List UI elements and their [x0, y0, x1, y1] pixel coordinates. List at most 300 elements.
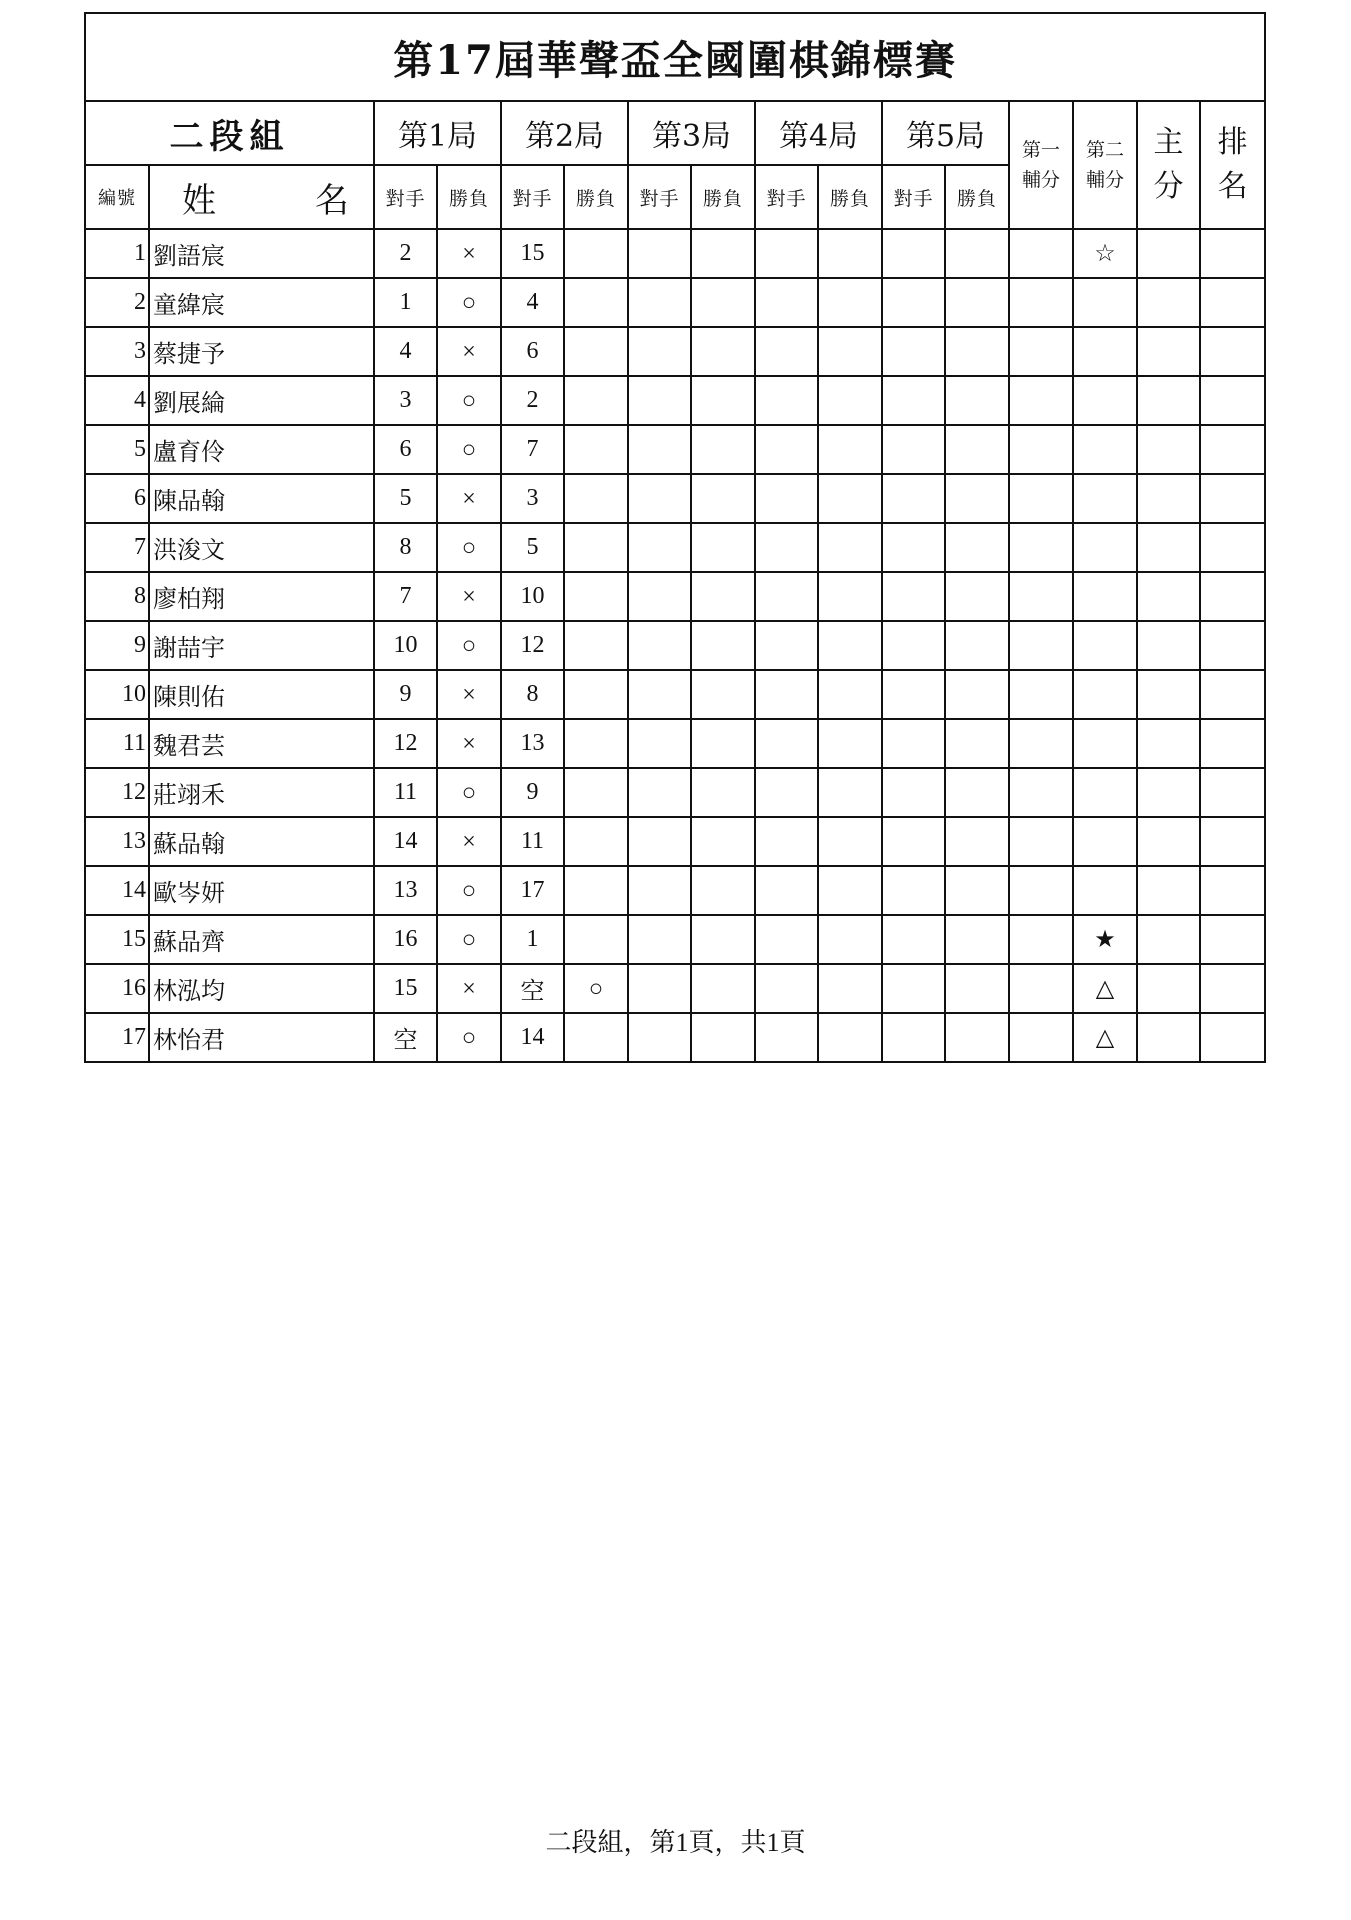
r3-result	[691, 229, 755, 278]
r4-result	[818, 915, 882, 964]
r1-result: ×	[437, 572, 501, 621]
r2-opponent: 4	[501, 278, 564, 327]
r2-opponent: 空	[501, 964, 564, 1013]
player-number: 7	[85, 523, 149, 572]
r2-opponent: 14	[501, 1013, 564, 1062]
player-name: 劉展綸	[149, 376, 374, 425]
rank	[1200, 1013, 1265, 1062]
r5-opponent	[882, 376, 945, 425]
table-row	[85, 866, 1265, 915]
r3-result	[691, 572, 755, 621]
main-score	[1137, 474, 1200, 523]
r1-opponent: 1	[374, 278, 437, 327]
table-row	[85, 523, 1265, 572]
r2-result	[564, 719, 628, 768]
rank	[1200, 572, 1265, 621]
r4-opponent	[755, 425, 818, 474]
r3-opponent	[628, 621, 691, 670]
aux1-header	[1009, 101, 1073, 229]
r1-result: ○	[437, 915, 501, 964]
r2-opponent: 10	[501, 572, 564, 621]
aux2-score	[1073, 719, 1137, 768]
r1-opponent: 5	[374, 474, 437, 523]
round-1-header: 第1局	[374, 101, 501, 165]
r2-opponent: 7	[501, 425, 564, 474]
r4-opponent	[755, 964, 818, 1013]
main-score	[1137, 621, 1200, 670]
aux2-score: △	[1073, 1013, 1137, 1062]
aux2-header	[1073, 101, 1137, 229]
r4-result	[818, 866, 882, 915]
r3-result	[691, 327, 755, 376]
rank	[1200, 719, 1265, 768]
r2-opponent: 6	[501, 327, 564, 376]
main-score	[1137, 670, 1200, 719]
r2-result	[564, 1013, 628, 1062]
r3-result	[691, 719, 755, 768]
r1-result: ○	[437, 621, 501, 670]
aux2-score: ★	[1073, 915, 1137, 964]
r4-result-header: 勝負	[818, 165, 882, 229]
r1-opponent: 3	[374, 376, 437, 425]
r2-opponent: 12	[501, 621, 564, 670]
r4-opponent	[755, 523, 818, 572]
aux1-score	[1009, 425, 1073, 474]
r4-result	[818, 621, 882, 670]
player-name: 童緯宸	[149, 278, 374, 327]
r4-result	[818, 523, 882, 572]
r3-result	[691, 523, 755, 572]
rank	[1200, 768, 1265, 817]
aux1-score	[1009, 523, 1073, 572]
table-row	[85, 768, 1265, 817]
player-number: 8	[85, 572, 149, 621]
player-name: 謝喆宇	[149, 621, 374, 670]
r1-result: ○	[437, 278, 501, 327]
main-score	[1137, 572, 1200, 621]
r5-opponent-header: 對手	[882, 165, 945, 229]
r3-result	[691, 915, 755, 964]
r1-opponent: 11	[374, 768, 437, 817]
round-5-header: 第5局	[882, 101, 1009, 165]
r2-opponent: 15	[501, 229, 564, 278]
r5-result	[945, 768, 1009, 817]
r1-result: ×	[437, 719, 501, 768]
r5-opponent	[882, 229, 945, 278]
r3-result	[691, 621, 755, 670]
aux1-score	[1009, 229, 1073, 278]
r5-result	[945, 278, 1009, 327]
player-name: 歐岑妍	[149, 866, 374, 915]
player-number: 17	[85, 1013, 149, 1062]
r5-result	[945, 229, 1009, 278]
table-row	[85, 915, 1265, 964]
r4-opponent	[755, 768, 818, 817]
player-name: 洪浚文	[149, 523, 374, 572]
r1-result: ○	[437, 376, 501, 425]
r5-result	[945, 621, 1009, 670]
r4-opponent	[755, 817, 818, 866]
main-score	[1137, 768, 1200, 817]
r5-result	[945, 1013, 1009, 1062]
name-header-part2: 名	[314, 180, 350, 221]
r1-opponent: 16	[374, 915, 437, 964]
main-score-header-line1: 主	[1153, 125, 1184, 160]
r5-opponent	[882, 866, 945, 915]
player-number: 2	[85, 278, 149, 327]
rank-header	[1200, 101, 1265, 229]
player-rows	[85, 229, 1265, 1062]
page-footer: 二段組，第1頁，共1頁	[545, 1828, 806, 1857]
player-name: 廖柏翔	[149, 572, 374, 621]
aux2-score	[1073, 670, 1137, 719]
main-score	[1137, 523, 1200, 572]
rank	[1200, 670, 1265, 719]
r2-result	[564, 229, 628, 278]
r2-opponent: 13	[501, 719, 564, 768]
aux1-score	[1009, 817, 1073, 866]
r2-result	[564, 376, 628, 425]
table-row	[85, 719, 1265, 768]
r5-opponent	[882, 670, 945, 719]
r1-opponent: 15	[374, 964, 437, 1013]
r1-opponent: 4	[374, 327, 437, 376]
r5-result	[945, 425, 1009, 474]
r1-opponent: 8	[374, 523, 437, 572]
r5-opponent	[882, 768, 945, 817]
r4-opponent	[755, 327, 818, 376]
r2-opponent: 8	[501, 670, 564, 719]
r3-result	[691, 817, 755, 866]
r4-result	[818, 1013, 882, 1062]
aux2-header-line2: 輔分	[1085, 169, 1124, 191]
r3-opponent	[628, 523, 691, 572]
r2-result	[564, 915, 628, 964]
r5-result	[945, 572, 1009, 621]
aux1-score	[1009, 768, 1073, 817]
main-score	[1137, 915, 1200, 964]
r3-result	[691, 1013, 755, 1062]
r3-opponent	[628, 817, 691, 866]
rank-header-line2: 名	[1217, 169, 1248, 204]
r4-result	[818, 229, 882, 278]
r1-opponent: 空	[374, 1013, 437, 1062]
player-number: 12	[85, 768, 149, 817]
r3-opponent	[628, 376, 691, 425]
r1-result: ×	[437, 229, 501, 278]
r1-opponent: 9	[374, 670, 437, 719]
r5-opponent	[882, 572, 945, 621]
table-row	[85, 278, 1265, 327]
r2-opponent-header: 對手	[501, 165, 564, 229]
player-name: 莊翊禾	[149, 768, 374, 817]
r3-opponent	[628, 866, 691, 915]
r2-result-header: 勝負	[564, 165, 628, 229]
player-name: 陳則佑	[149, 670, 374, 719]
r2-result	[564, 572, 628, 621]
main-score	[1137, 327, 1200, 376]
r1-opponent: 12	[374, 719, 437, 768]
rank-header-line1: 排	[1217, 125, 1248, 160]
r3-opponent	[628, 474, 691, 523]
rank	[1200, 621, 1265, 670]
r3-opponent	[628, 278, 691, 327]
r4-result	[818, 768, 882, 817]
r3-result	[691, 964, 755, 1013]
r1-result: ○	[437, 1013, 501, 1062]
r4-opponent	[755, 278, 818, 327]
aux2-score: ☆	[1073, 229, 1137, 278]
r1-result: ×	[437, 817, 501, 866]
results-table	[84, 12, 1266, 1063]
r5-opponent	[882, 964, 945, 1013]
player-number: 3	[85, 327, 149, 376]
r4-opponent	[755, 229, 818, 278]
r4-opponent-header: 對手	[755, 165, 818, 229]
aux1-header-line1: 第一	[1021, 139, 1060, 161]
player-number: 1	[85, 229, 149, 278]
rank	[1200, 327, 1265, 376]
rank	[1200, 278, 1265, 327]
aux2-score	[1073, 572, 1137, 621]
r1-result: ○	[437, 425, 501, 474]
player-name: 陳品翰	[149, 474, 374, 523]
r3-opponent	[628, 327, 691, 376]
r4-opponent	[755, 1013, 818, 1062]
r5-opponent	[882, 474, 945, 523]
table-row	[85, 474, 1265, 523]
table-row	[85, 1013, 1265, 1062]
r1-result: ×	[437, 670, 501, 719]
r4-result	[818, 572, 882, 621]
r5-result	[945, 523, 1009, 572]
r1-opponent: 10	[374, 621, 437, 670]
r3-opponent	[628, 1013, 691, 1062]
aux2-header-line1: 第二	[1085, 139, 1124, 161]
r5-result	[945, 964, 1009, 1013]
main-score	[1137, 425, 1200, 474]
r2-result: ○	[564, 964, 628, 1013]
rank	[1200, 425, 1265, 474]
r5-result	[945, 915, 1009, 964]
r5-opponent	[882, 1013, 945, 1062]
round-4-header: 第4局	[755, 101, 882, 165]
group-label: 二段組	[85, 101, 374, 165]
aux1-score	[1009, 327, 1073, 376]
r4-opponent	[755, 621, 818, 670]
r4-result	[818, 719, 882, 768]
r5-opponent	[882, 523, 945, 572]
r2-result	[564, 425, 628, 474]
r2-result	[564, 523, 628, 572]
aux2-score	[1073, 523, 1137, 572]
r2-result	[564, 817, 628, 866]
table-row	[85, 817, 1265, 866]
r2-result	[564, 768, 628, 817]
r2-opponent: 9	[501, 768, 564, 817]
r4-result	[818, 964, 882, 1013]
r2-result	[564, 670, 628, 719]
r3-opponent	[628, 670, 691, 719]
r3-result	[691, 866, 755, 915]
aux1-score	[1009, 915, 1073, 964]
table-row	[85, 964, 1265, 1013]
r2-result	[564, 278, 628, 327]
r5-result-header: 勝負	[945, 165, 1009, 229]
r2-result	[564, 474, 628, 523]
r2-opponent: 2	[501, 376, 564, 425]
aux2-score	[1073, 621, 1137, 670]
player-name: 蔡捷予	[149, 327, 374, 376]
aux2-score	[1073, 768, 1137, 817]
aux2-score	[1073, 474, 1137, 523]
r2-opponent: 11	[501, 817, 564, 866]
r4-opponent	[755, 915, 818, 964]
table-row	[85, 621, 1265, 670]
r3-opponent	[628, 719, 691, 768]
aux1-score	[1009, 376, 1073, 425]
r3-opponent	[628, 915, 691, 964]
r1-result: ×	[437, 327, 501, 376]
table-row	[85, 376, 1265, 425]
aux1-score	[1009, 719, 1073, 768]
r5-opponent	[882, 621, 945, 670]
r1-result: ×	[437, 474, 501, 523]
r1-opponent: 6	[374, 425, 437, 474]
round-2-header: 第2局	[501, 101, 628, 165]
r3-opponent	[628, 572, 691, 621]
name-header-part1: 姓	[182, 180, 217, 221]
main-score	[1137, 1013, 1200, 1062]
r4-result	[818, 670, 882, 719]
score-sheet	[84, 12, 1264, 1063]
r1-result: ○	[437, 768, 501, 817]
r4-opponent	[755, 866, 818, 915]
r4-opponent	[755, 670, 818, 719]
r1-opponent: 13	[374, 866, 437, 915]
number-header: 編號	[85, 165, 149, 229]
r1-result: ○	[437, 866, 501, 915]
table-row	[85, 229, 1265, 278]
r3-result	[691, 670, 755, 719]
main-score	[1137, 866, 1200, 915]
r5-result	[945, 719, 1009, 768]
r4-result	[818, 278, 882, 327]
aux2-score	[1073, 425, 1137, 474]
player-name: 劉語宸	[149, 229, 374, 278]
round-3-header: 第3局	[628, 101, 755, 165]
r4-opponent	[755, 572, 818, 621]
r1-opponent: 14	[374, 817, 437, 866]
aux1-header-line2: 輔分	[1021, 169, 1060, 191]
r2-opponent: 1	[501, 915, 564, 964]
player-number: 9	[85, 621, 149, 670]
table-row	[85, 327, 1265, 376]
r5-opponent	[882, 719, 945, 768]
rank	[1200, 866, 1265, 915]
player-name: 蘇品齊	[149, 915, 374, 964]
rank	[1200, 817, 1265, 866]
main-score	[1137, 719, 1200, 768]
r4-opponent	[755, 474, 818, 523]
r4-result	[818, 376, 882, 425]
player-number: 15	[85, 915, 149, 964]
player-name: 林泓均	[149, 964, 374, 1013]
player-name: 盧育伶	[149, 425, 374, 474]
rank	[1200, 915, 1265, 964]
aux2-score	[1073, 327, 1137, 376]
r2-result	[564, 866, 628, 915]
rank	[1200, 376, 1265, 425]
aux1-score	[1009, 278, 1073, 327]
r5-result	[945, 376, 1009, 425]
aux2-score	[1073, 817, 1137, 866]
r3-result	[691, 278, 755, 327]
player-number: 16	[85, 964, 149, 1013]
r5-result	[945, 670, 1009, 719]
player-number: 14	[85, 866, 149, 915]
r3-opponent	[628, 768, 691, 817]
player-name: 魏君芸	[149, 719, 374, 768]
r5-opponent	[882, 425, 945, 474]
r4-result	[818, 474, 882, 523]
player-name: 林怡君	[149, 1013, 374, 1062]
r1-result: ×	[437, 964, 501, 1013]
main-score-header-line2: 分	[1153, 169, 1184, 204]
r3-result	[691, 376, 755, 425]
r2-opponent: 17	[501, 866, 564, 915]
aux2-score: △	[1073, 964, 1137, 1013]
aux1-score	[1009, 474, 1073, 523]
player-number: 11	[85, 719, 149, 768]
r1-opponent: 2	[374, 229, 437, 278]
r5-result	[945, 327, 1009, 376]
rank	[1200, 474, 1265, 523]
r1-opponent-header: 對手	[374, 165, 437, 229]
player-number: 10	[85, 670, 149, 719]
player-number: 4	[85, 376, 149, 425]
r3-opponent	[628, 229, 691, 278]
main-score-header	[1137, 101, 1200, 229]
r5-result	[945, 474, 1009, 523]
r1-opponent: 7	[374, 572, 437, 621]
r5-result	[945, 866, 1009, 915]
player-name: 蘇品翰	[149, 817, 374, 866]
aux1-score	[1009, 1013, 1073, 1062]
main-score	[1137, 817, 1200, 866]
player-number: 6	[85, 474, 149, 523]
player-number: 5	[85, 425, 149, 474]
table-row	[85, 425, 1265, 474]
aux1-score	[1009, 866, 1073, 915]
r3-result	[691, 474, 755, 523]
r4-result	[818, 425, 882, 474]
r5-opponent	[882, 817, 945, 866]
r2-opponent: 3	[501, 474, 564, 523]
r5-opponent	[882, 327, 945, 376]
document-title: 第17屆華聲盃全國圍棋錦標賽	[85, 13, 1265, 101]
r3-result	[691, 425, 755, 474]
main-score	[1137, 376, 1200, 425]
r5-result	[945, 817, 1009, 866]
main-score	[1137, 278, 1200, 327]
rank	[1200, 523, 1265, 572]
aux2-score	[1073, 866, 1137, 915]
r5-opponent	[882, 278, 945, 327]
aux2-score	[1073, 376, 1137, 425]
rank	[1200, 229, 1265, 278]
r2-result	[564, 621, 628, 670]
